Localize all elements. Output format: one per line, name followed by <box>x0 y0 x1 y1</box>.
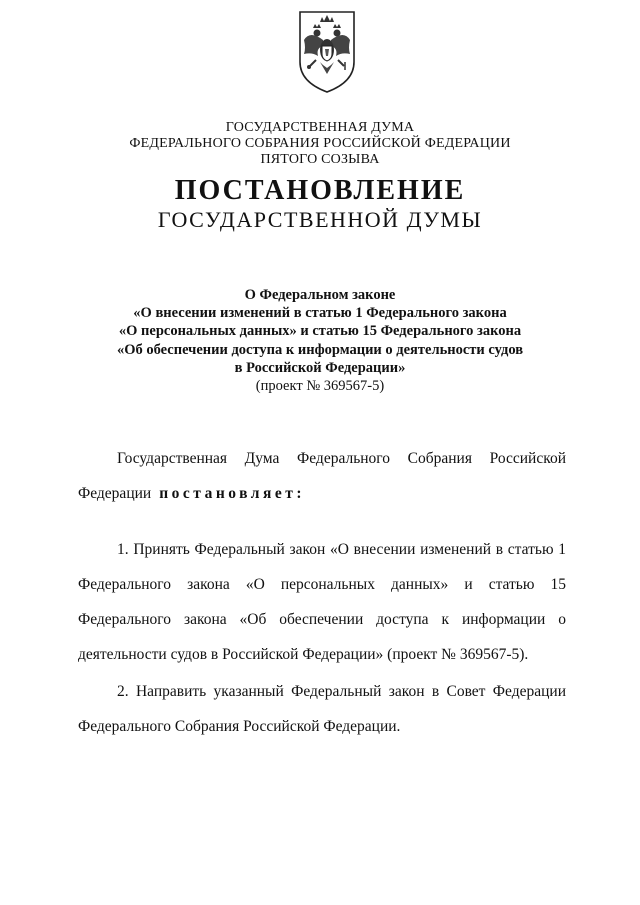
item-1-line-4: деятельности судов в Российской Федерации» (проект № 369567-5). <box>78 646 529 663</box>
item-1-line-3: Федерального закона «Об обеспечении доступа к информации о <box>78 611 566 628</box>
subject-line-3: «О персональных данных» и статью 15 Федерального закона <box>118 323 522 339</box>
convocation-line: ПЯТОГО СОЗЫВА <box>260 152 380 167</box>
project-number: (проект № 369567-5) <box>255 378 385 394</box>
russian-coat-of-arms-icon <box>296 10 358 94</box>
preamble-line-2 <box>78 484 566 504</box>
subject-line-1: О Федеральном законе <box>244 287 396 303</box>
org-name-line-2: ФЕДЕРАЛЬНОГО СОБРАНИЯ РОССИЙСКОЙ ФЕДЕРАЦИИ <box>129 136 511 151</box>
item-1-line-2: Федерального закона «О персональных данных» и статью 15 <box>78 576 566 593</box>
item-1-line-1: 1. Принять Федеральный закон «О внесении изменений в статью 1 <box>117 541 566 558</box>
subject-line-2: «О внесении изменений в статью 1 Федерального закона <box>133 305 507 321</box>
document-title: ПОСТАНОВЛЕНИЕ <box>174 175 466 206</box>
org-name-line-1: ГОСУДАРСТВЕННАЯ ДУМА <box>225 120 415 135</box>
document-subtitle: ГОСУДАРСТВЕННОЙ ДУМЫ <box>157 207 483 232</box>
item-2-line-2: Федерального Собрания Российской Федерации. <box>78 718 401 735</box>
subject-line-5: в Российской Федерации» <box>234 360 406 376</box>
item-2-line-1: 2. Направить указанный Федеральный закон в Совет Федерации <box>117 683 566 700</box>
decree-verb: постановляет: <box>159 485 306 502</box>
preamble-line-1: Государственная Дума Федерального Собрания Российской <box>117 450 566 467</box>
preamble-federation: Федерации <box>78 485 152 502</box>
subject-line-4: «Об обеспечении доступа к информации о деятельности судов <box>116 342 524 358</box>
